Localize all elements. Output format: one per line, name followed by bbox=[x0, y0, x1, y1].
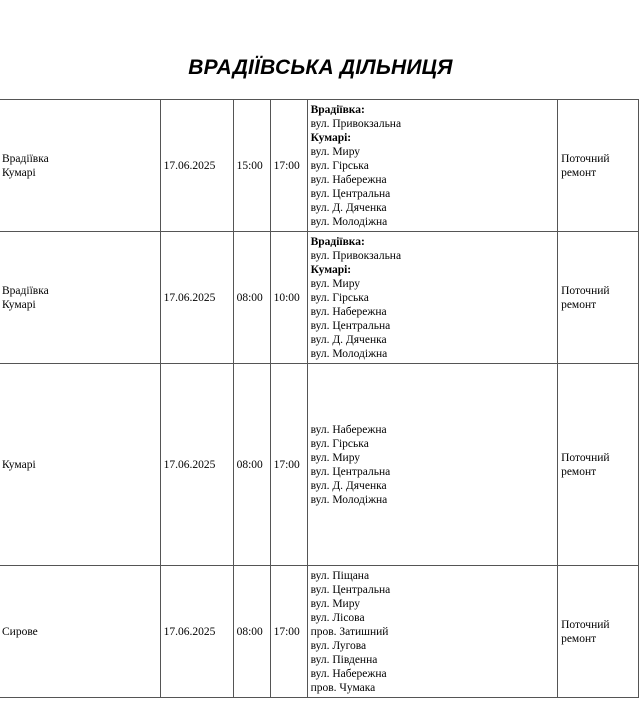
work-type-line: ремонт bbox=[561, 465, 597, 478]
street-item: вул. Набережна bbox=[310, 667, 387, 680]
street-item: вул. Миру bbox=[310, 145, 361, 158]
street-group-heading: Кумарі: bbox=[310, 263, 352, 276]
street-item: вул. Центральна bbox=[310, 319, 391, 332]
streets-cell bbox=[307, 232, 558, 364]
street-item: вул. Молодіжна bbox=[310, 493, 388, 506]
street-item: вул. Гірська bbox=[310, 291, 369, 304]
time-start-cell: 15:00 bbox=[233, 100, 270, 232]
work-type-line: Поточний bbox=[561, 152, 610, 165]
time-start-cell: 08:00 bbox=[233, 566, 270, 698]
street-item: вул. Молодіжна bbox=[310, 215, 388, 228]
street-item: вул. Піщана bbox=[310, 569, 370, 582]
street-item: вул. Лугова bbox=[310, 639, 367, 652]
streets-cell bbox=[307, 364, 558, 566]
work-type-line: Поточний bbox=[561, 618, 610, 631]
location-name: Кумарі bbox=[2, 298, 36, 311]
table-row bbox=[0, 232, 639, 364]
street-item: вул. Набережна bbox=[310, 423, 387, 436]
street-item: вул. Центральна bbox=[310, 583, 391, 596]
street-item: вул. Гірська bbox=[310, 437, 369, 450]
time-end-cell: 17:00 bbox=[270, 100, 307, 232]
time-start-cell: 08:00 bbox=[233, 232, 270, 364]
streets-cell bbox=[307, 100, 558, 232]
outage-schedule-table bbox=[0, 99, 639, 698]
location-name: Врадіївка bbox=[2, 152, 49, 165]
table-row bbox=[0, 364, 639, 566]
work-type-cell bbox=[558, 364, 639, 566]
date-cell: 17.06.2025 bbox=[160, 100, 233, 232]
street-item: вул. Миру bbox=[310, 277, 361, 290]
street-item: вул. Гірська bbox=[310, 159, 369, 172]
work-type-line: ремонт bbox=[561, 166, 597, 179]
street-group-heading: Врадіївка: bbox=[310, 235, 365, 248]
street-item: вул. Набережна bbox=[310, 305, 387, 318]
street-item: пров. Чумака bbox=[310, 681, 376, 694]
street-group-heading: Кумарі: bbox=[310, 131, 352, 144]
street-item: вул. Молодіжна bbox=[310, 347, 388, 360]
work-type-line: ремонт bbox=[561, 298, 597, 311]
streets-cell bbox=[307, 566, 558, 698]
locations-cell bbox=[0, 364, 160, 566]
location-name: Сирове bbox=[2, 625, 38, 638]
table-row bbox=[0, 100, 639, 232]
work-type-line: Поточний bbox=[561, 284, 610, 297]
date-cell: 17.06.2025 bbox=[160, 566, 233, 698]
street-item: вул. Д. Дяченка bbox=[310, 479, 387, 492]
locations-cell bbox=[0, 232, 160, 364]
work-type-cell bbox=[558, 232, 639, 364]
street-item: вул. Південна bbox=[310, 653, 378, 666]
locations-cell bbox=[0, 100, 160, 232]
time-end-cell: 10:00 bbox=[270, 232, 307, 364]
locations-cell bbox=[0, 566, 160, 698]
street-item: вул. Миру bbox=[310, 451, 361, 464]
street-item: вул. Центральна bbox=[310, 187, 391, 200]
time-start-cell: 08:00 bbox=[233, 364, 270, 566]
date-cell: 17.06.2025 bbox=[160, 364, 233, 566]
location-name: Кумарі bbox=[2, 166, 36, 179]
work-type-cell bbox=[558, 100, 639, 232]
street-item: вул. Центральна bbox=[310, 465, 391, 478]
location-name: Кумарі bbox=[2, 458, 36, 471]
street-item: вул. Набережна bbox=[310, 173, 387, 186]
work-type-line: ремонт bbox=[561, 632, 597, 645]
street-item: вул. Д. Дяченка bbox=[310, 333, 387, 346]
street-item: вул. Д. Дяченка bbox=[310, 201, 387, 214]
work-type-line: Поточний bbox=[561, 451, 610, 464]
street-item: пров. Затишний bbox=[310, 625, 389, 638]
street-item: вул. Привокзальна bbox=[310, 249, 402, 262]
date-cell: 17.06.2025 bbox=[160, 232, 233, 364]
page-title: ВРАДІЇВСЬКА ДІЛЬНИЦЯ bbox=[188, 56, 453, 79]
work-type-cell bbox=[558, 566, 639, 698]
street-item: вул. Привокзальна bbox=[310, 117, 402, 130]
street-item: вул. Лісова bbox=[310, 611, 365, 624]
location-name: Врадіївка bbox=[2, 284, 49, 297]
street-group-heading: Врадіївка: bbox=[310, 103, 365, 116]
time-end-cell: 17:00 bbox=[270, 566, 307, 698]
street-item: вул. Миру bbox=[310, 597, 361, 610]
table-row bbox=[0, 566, 639, 698]
time-end-cell: 17:00 bbox=[270, 364, 307, 566]
